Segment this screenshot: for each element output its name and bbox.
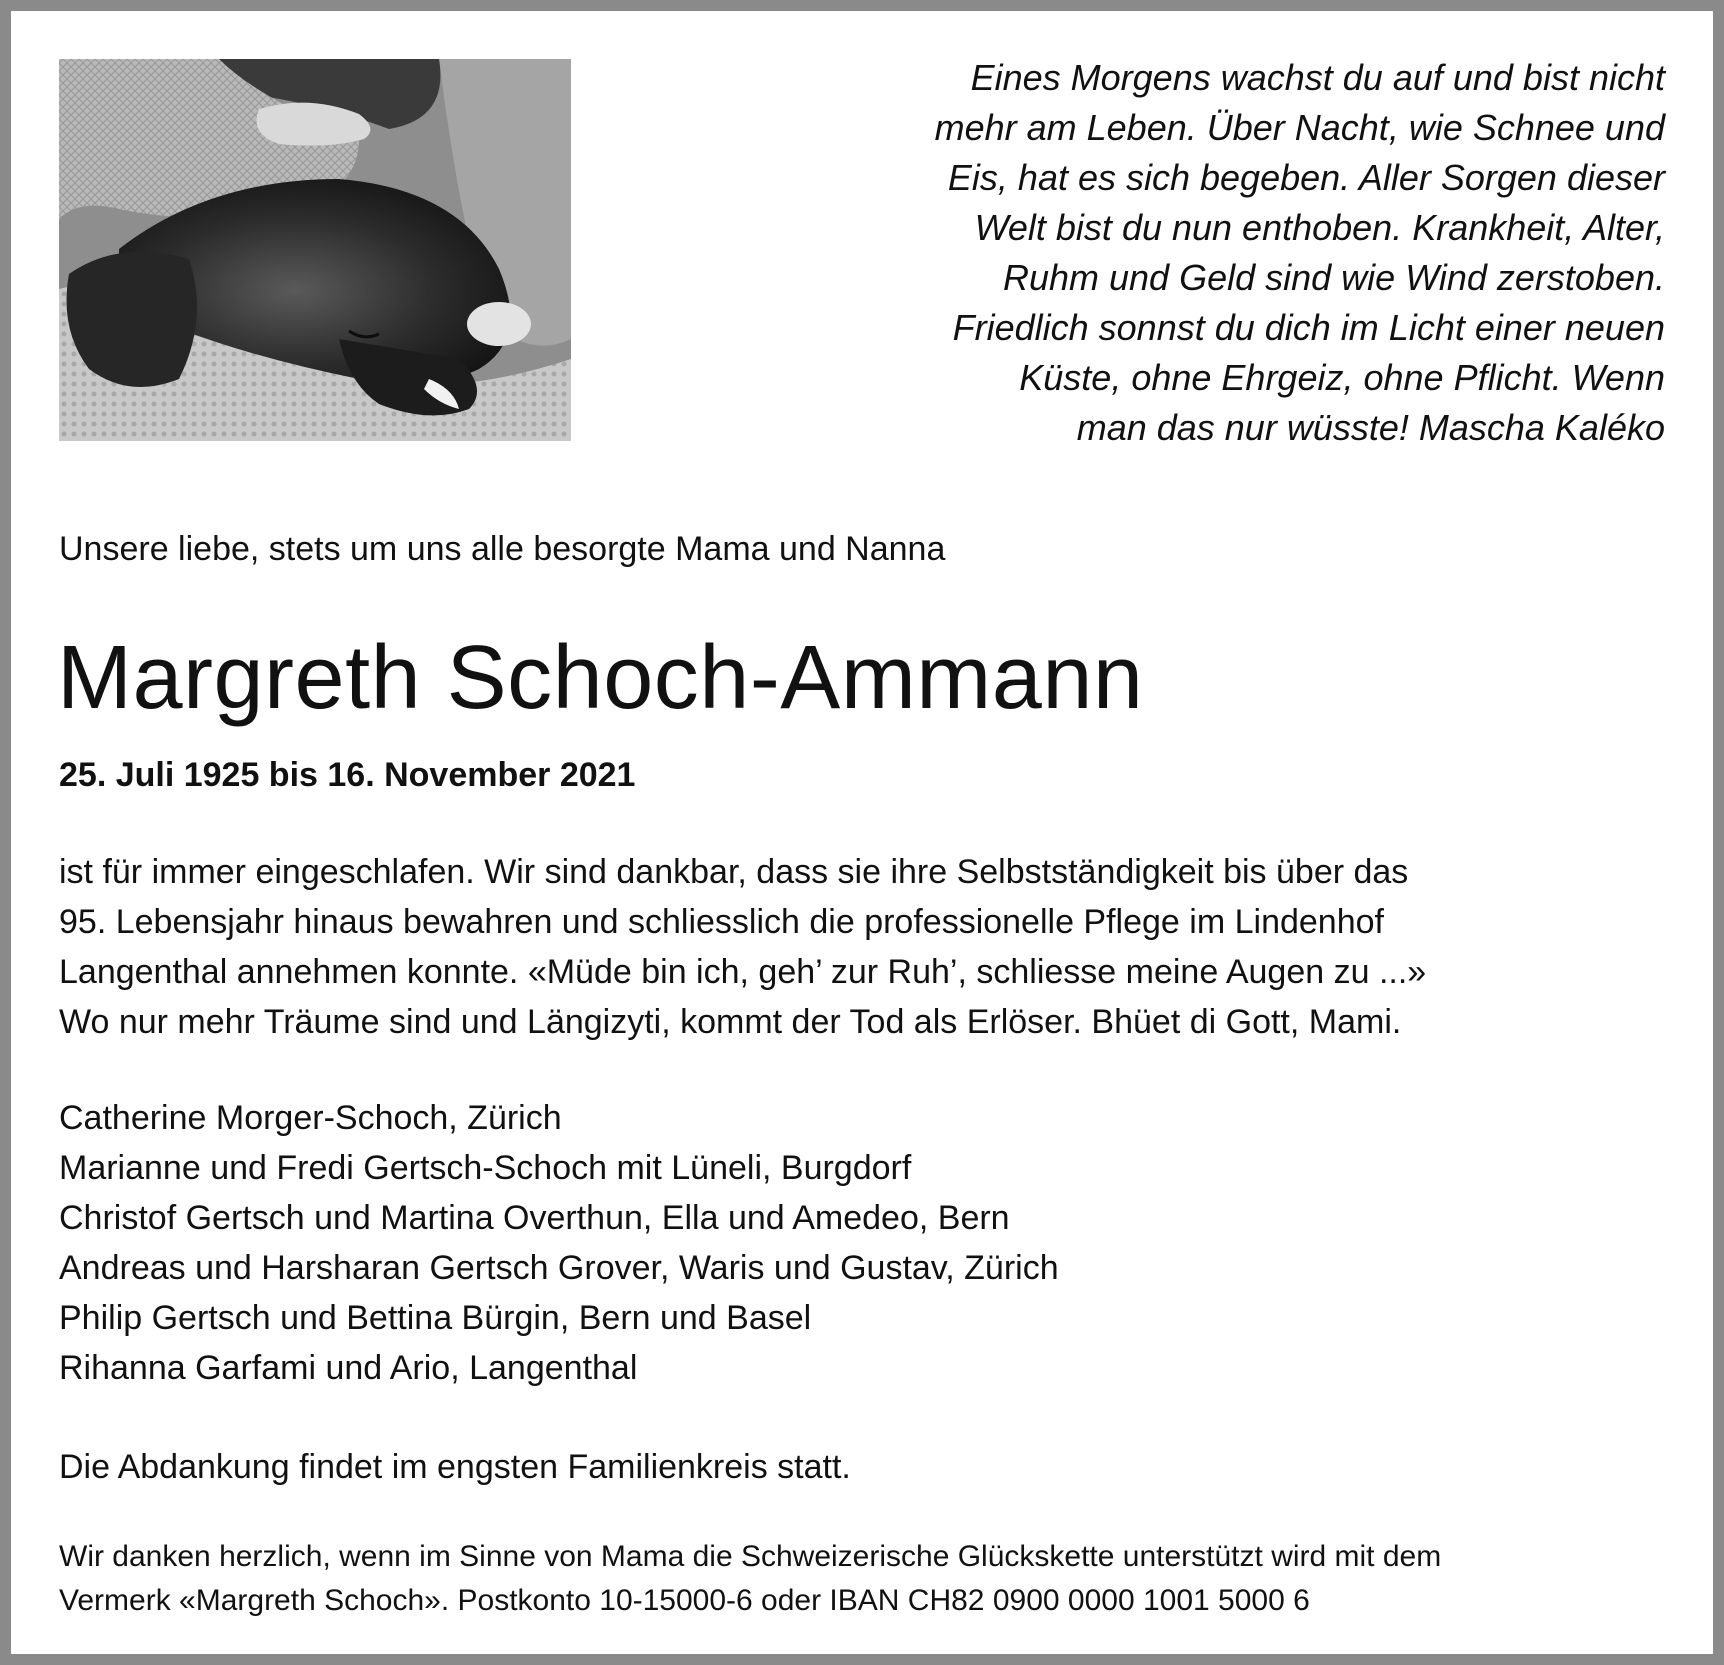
intro-text: Unsere liebe, stets um uns alle besorgte Mama und Nanna: [59, 530, 946, 568]
poem-line: Eines Morgens wachst du auf und bist nicht: [970, 57, 1665, 98]
poem-line: Welt bist du nun enthoben. Krankheit, Alter,: [974, 207, 1665, 248]
family-member: Rihanna Garfami und Ario, Langenthal: [59, 1349, 638, 1387]
poem-line: Ruhm und Geld sind wie Wind zerstoben.: [1002, 257, 1665, 298]
family-member: Philip Gertsch und Bettina Bürgin, Bern und Basel: [59, 1299, 812, 1337]
poem: [865, 53, 1665, 453]
dog-photo-image: [59, 59, 571, 441]
family-member: Marianne und Fredi Gertsch-Schoch mit Lüneli, Burgdorf: [59, 1149, 912, 1187]
announcement-line: Wo nur mehr Träume sind und Längizyti, kommt der Tod als Erlöser. Bhüet di Gott, Mami.: [59, 1003, 1402, 1041]
ceremony-note: Die Abdankung findet im engsten Familienkreis statt.: [59, 1448, 851, 1486]
announcement-line: 95. Lebensjahr hinaus bewahren und schliesslich die professionelle Pflege im Lindenhof: [59, 903, 1384, 941]
life-dates: 25. Juli 1925 bis 16. November 2021: [59, 756, 636, 794]
deceased-name: Margreth Schoch-Ammann: [57, 628, 1144, 728]
announcement-line: Langenthal annehmen konnte. «Müde bin ich, geh’ zur Ruh’, schliesse meine Augen zu ...»: [59, 953, 1427, 991]
family-list: [59, 1093, 1059, 1393]
poem-line: Friedlich sonnst du dich im Licht einer neuen: [952, 307, 1665, 348]
donation-line: Vermerk «Margreth Schoch». Postkonto 10-15000-6 oder IBAN CH82 0900 0000 1001 5000 6: [59, 1584, 1310, 1617]
poem-line: man das nur wüsste! Mascha Kaléko: [1076, 407, 1665, 448]
family-member: Catherine Morger-Schoch, Zürich: [59, 1099, 562, 1137]
announcement-line: ist für immer eingeschlafen. Wir sind dankbar, dass sie ihre Selbstständigkeit bis über das: [59, 853, 1409, 891]
family-member: Christof Gertsch und Martina Overthun, Ella und Amedeo, Bern: [59, 1199, 1010, 1237]
announcement-text: [59, 847, 1426, 1047]
donation-note: [59, 1535, 1441, 1623]
donation-line: Wir danken herzlich, wenn im Sinne von Mama die Schweizerische Glückskette unterstützt wird mit dem: [59, 1540, 1442, 1573]
dog-photo: [59, 59, 571, 441]
family-member: Andreas und Harsharan Gertsch Grover, Waris und Gustav, Zürich: [59, 1249, 1059, 1287]
poem-line: mehr am Leben. Über Nacht, wie Schnee und: [934, 107, 1665, 148]
poem-line: Küste, ohne Ehrgeiz, ohne Pflicht. Wenn: [1019, 357, 1665, 398]
poem-line: Eis, hat es sich begeben. Aller Sorgen dieser: [947, 157, 1665, 198]
